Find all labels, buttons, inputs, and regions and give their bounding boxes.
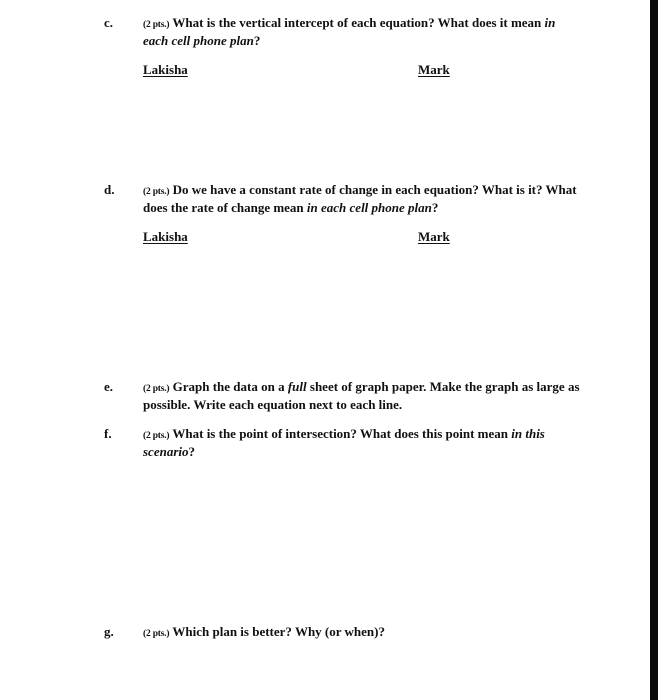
name-lakisha: Lakisha xyxy=(143,62,188,77)
name-mark: Mark xyxy=(418,229,450,244)
question-text xyxy=(143,15,583,49)
question-letter: e. xyxy=(104,379,114,394)
question-letter: d. xyxy=(104,182,115,197)
question-text-part: ? xyxy=(431,200,439,215)
question-text-part: What is the point of intersection? What does this point mean xyxy=(169,426,512,441)
question-text-part: What is the vertical intercept of each equation? What does it mean xyxy=(169,15,545,30)
question-text-part: sheet of graph paper. Make the graph as large as possible. Write each equation next to each line. xyxy=(143,379,580,412)
question-emphasis: in each cell phone plan xyxy=(143,15,556,48)
points-label: (2 pts.) xyxy=(143,431,170,441)
question-letter: g. xyxy=(104,624,114,639)
question-text-part: Graph the data on a xyxy=(169,379,288,394)
question-text xyxy=(143,182,583,216)
question-letter: f. xyxy=(104,426,112,441)
points-label: (2 pts.) xyxy=(143,187,170,197)
question-text-part: Do we have a constant rate of change in each equation? What is it? What does the rate of change mean xyxy=(143,182,577,215)
question-text-part: ? xyxy=(188,444,195,459)
question-text xyxy=(143,624,583,642)
question-text-part: ? xyxy=(253,33,261,48)
name-lakisha: Lakisha xyxy=(143,229,188,244)
points-label: (2 pts.) xyxy=(143,384,170,394)
question-emphasis: in this scenario xyxy=(143,426,545,459)
points-label: (2 pts.) xyxy=(143,20,170,30)
question-text xyxy=(143,379,583,413)
points-label: (2 pts.) xyxy=(143,629,170,639)
screen-edge xyxy=(650,0,658,700)
question-emphasis: in each cell phone plan xyxy=(306,200,432,215)
name-mark: Mark xyxy=(418,62,450,77)
question-letter: c. xyxy=(104,15,114,30)
question-emphasis: full xyxy=(287,379,307,394)
question-text xyxy=(143,426,583,460)
question-text-part: Which plan is better? Why (or when)? xyxy=(169,624,385,639)
